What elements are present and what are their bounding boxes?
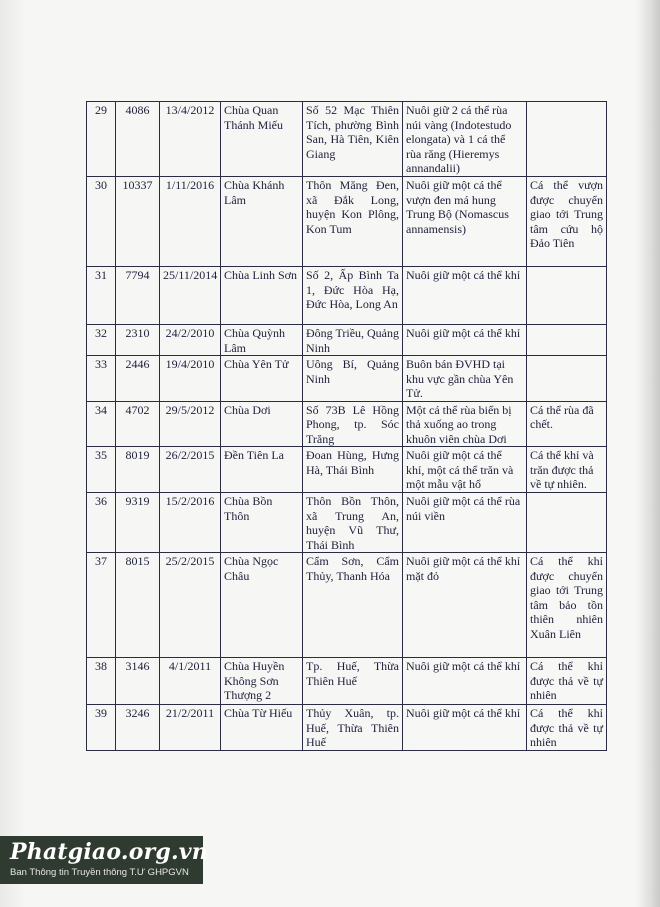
place-address: Số 73B Lê Hồng Phong, tp. Sóc Trăng [303, 401, 403, 447]
row-number: 30 [87, 177, 116, 267]
record-number: 7794 [116, 267, 160, 325]
place-name: Chùa Quỳnh Lâm [221, 325, 303, 356]
row-number: 39 [87, 705, 116, 751]
violation-description: Nuôi giữ một cá thể khỉ [403, 658, 527, 705]
record-number: 2446 [116, 356, 160, 402]
table-row [87, 356, 607, 402]
record-date: 25/2/2015 [160, 553, 221, 658]
record-date: 4/1/2011 [160, 658, 221, 705]
record-number: 3246 [116, 705, 160, 751]
table-row [87, 493, 607, 553]
site-watermark [0, 836, 208, 884]
record-number: 4086 [116, 102, 160, 177]
outcome-note: Cá thể rùa đã chết. [527, 401, 607, 447]
place-address: Số 2, Ấp Bình Ta 1, Đức Hòa Hạ, Đức Hòa, Long An [303, 267, 403, 325]
violation-description: Buôn bán ĐVHD tại khu vực gần chùa Yên Tử. [403, 356, 527, 402]
place-name: Chùa Quan Thánh Miếu [221, 102, 303, 177]
table-row [87, 401, 607, 447]
violation-description: Nuôi giữ một cá thể khỉ [403, 267, 527, 325]
place-address: Thôn Bồn Thôn, xã Trung An, huyện Vũ Thư, Thái Bình [303, 493, 403, 553]
place-name: Đền Tiên La [221, 447, 303, 493]
place-address: Đông Triều, Quảng Ninh [303, 325, 403, 356]
outcome-note [527, 102, 607, 177]
place-name: Chùa Ngọc Châu [221, 553, 303, 658]
outcome-note [527, 325, 607, 356]
record-number: 8019 [116, 447, 160, 493]
outcome-note: Cá thể khỉ được thả về tự nhiên [527, 705, 607, 751]
outcome-note [527, 493, 607, 553]
violation-description: Nuôi giữ một cá thể khỉ [403, 705, 527, 751]
record-date: 15/2/2016 [160, 493, 221, 553]
violation-description: Một cá thể rùa biển bị thả xuống ao trong khuôn viên chùa Dơi [403, 401, 527, 447]
record-number: 3146 [116, 658, 160, 705]
violation-description: Nuôi giữ một cá thể khỉ [403, 325, 527, 356]
place-address: Thôn Măng Đen, xã Đắk Long, huyện Kon Plông, Kon Tum [303, 177, 403, 267]
place-name: Chùa Yên Tử [221, 356, 303, 402]
row-number: 38 [87, 658, 116, 705]
record-date: 29/5/2012 [160, 401, 221, 447]
row-number: 35 [87, 447, 116, 493]
record-date: 24/2/2010 [160, 325, 221, 356]
record-date: 1/11/2016 [160, 177, 221, 267]
table-row [87, 553, 607, 658]
record-number: 2310 [116, 325, 160, 356]
records-table [86, 101, 607, 751]
record-date: 19/4/2010 [160, 356, 221, 402]
violation-description: Nuôi giữ một cá thể khỉ, một cá thể trăn và một mẫu vật hổ [403, 447, 527, 493]
record-date: 26/2/2015 [160, 447, 221, 493]
record-number: 8015 [116, 553, 160, 658]
record-number: 10337 [116, 177, 160, 267]
place-address: Thủy Xuân, tp. Huế, Thừa Thiên Huế [303, 705, 403, 751]
place-address: Đoan Hùng, Hưng Hà, Thái Bình [303, 447, 403, 493]
place-name: Chùa Linh Sơn [221, 267, 303, 325]
record-date: 21/2/2011 [160, 705, 221, 751]
place-name: Chùa Khánh Lâm [221, 177, 303, 267]
watermark-title: Phatgiao.org.vn [10, 839, 208, 865]
row-number: 29 [87, 102, 116, 177]
violation-description: Nuôi giữ một cá thể rùa núi viền [403, 493, 527, 553]
row-number: 33 [87, 356, 116, 402]
record-number: 9319 [116, 493, 160, 553]
table-row [87, 177, 607, 267]
watermark-subtitle: Ban Thông tin Truyền thông T.Ư GHPGVN [10, 867, 189, 878]
place-address: Cẩm Sơn, Cẩm Thủy, Thanh Hóa [303, 553, 403, 658]
table-row [87, 102, 607, 177]
outcome-note: Cá thể vượn được chuyển giao tới Trung tâm cứu hộ Đảo Tiên [527, 177, 607, 267]
record-date: 13/4/2012 [160, 102, 221, 177]
outcome-note [527, 356, 607, 402]
row-number: 37 [87, 553, 116, 658]
row-number: 34 [87, 401, 116, 447]
table-row [87, 325, 607, 356]
place-address: Tp. Huế, Thừa Thiên Huế [303, 658, 403, 705]
place-address: Uông Bí, Quảng Ninh [303, 356, 403, 402]
row-number: 32 [87, 325, 116, 356]
place-name: Chùa Dơi [221, 401, 303, 447]
violation-description: Nuôi giữ một cá thể khỉ mặt đỏ [403, 553, 527, 658]
place-address: Số 52 Mạc Thiên Tích, phường Bình San, Hà Tiên, Kiên Giang [303, 102, 403, 177]
outcome-note [527, 267, 607, 325]
row-number: 31 [87, 267, 116, 325]
violation-description: Nuôi giữ 2 cá thể rùa núi vàng (Indotestudo elongata) và 1 cá thể rùa răng (Hieremys annandalii) [403, 102, 527, 177]
table-row [87, 267, 607, 325]
page-edge-shadow [638, 0, 660, 907]
table-row [87, 658, 607, 705]
record-date: 25/11/2014 [160, 267, 221, 325]
place-name: Chùa Huyền Không Sơn Thượng 2 [221, 658, 303, 705]
outcome-note: Cá thể khỉ được thả về tự nhiên [527, 658, 607, 705]
outcome-note: Cá thể khỉ và trăn được thả về tự nhiên. [527, 447, 607, 493]
table-row [87, 705, 607, 751]
place-name: Chùa Bồn Thôn [221, 493, 303, 553]
place-name: Chùa Từ Hiếu [221, 705, 303, 751]
row-number: 36 [87, 493, 116, 553]
violation-description: Nuôi giữ một cá thể vượn đen má hung Trung Bộ (Nomascus annamensis) [403, 177, 527, 267]
record-number: 4702 [116, 401, 160, 447]
outcome-note: Cá thể khỉ được chuyển giao tới Trung tâm bảo tồn thiên nhiên Xuân Liên [527, 553, 607, 658]
table-row [87, 447, 607, 493]
